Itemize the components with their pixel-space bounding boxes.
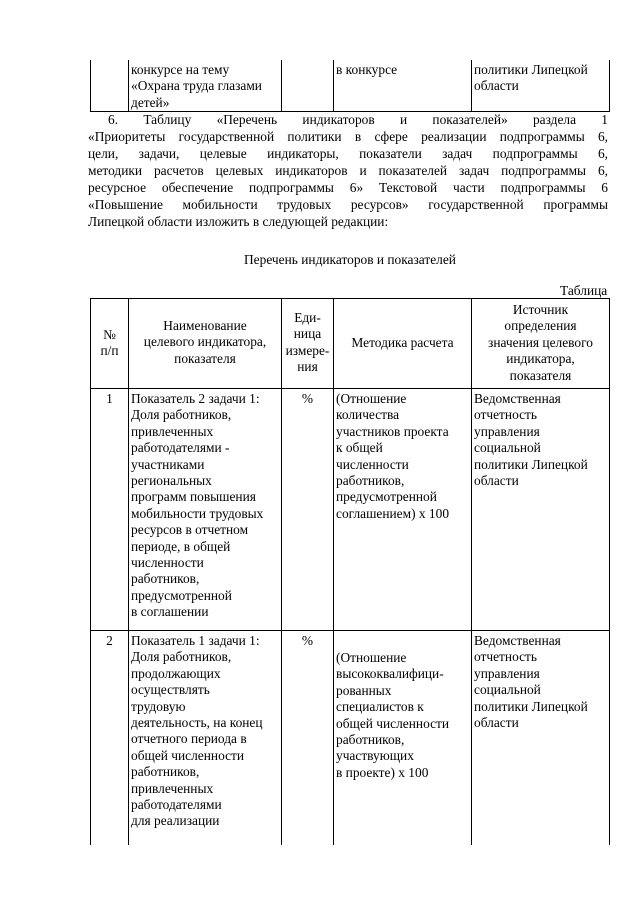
paragraph-line: ресурсное обеспечение подпрограммы 6» Текстовой части подпрограммы 6 [88,180,608,195]
table-border [90,298,91,845]
row-indicator-name: Показатель 1 задачи 1: Доля работников, продолжающих осуществлять трудовую деятельность, на конец отчетного периода в общей численности работников, привлеченных работодателями для реализации [131,633,263,829]
table-border [90,630,610,631]
table-border [609,298,610,845]
paragraph-line: методики расчетов целевых индикаторов и показателей задач подпрограммы 6, [88,163,608,178]
table-border [90,388,610,389]
table-border [90,60,91,112]
table-border [471,60,472,112]
row-unit: % [301,633,314,648]
row-num: 2 [106,633,113,648]
row-method: (Отношение количества участников проекта к общей численности работников, предусмотренной соглашением) х 100 [336,391,450,521]
table-caption: Таблица [560,283,608,298]
row-source: Ведомственная отчетность управления социальной политики Липецкой области [474,391,588,489]
row-source: Ведомственная отчетность управления социальной политики Липецкой области [474,633,588,731]
header-name: Наименование целевого индикатора, показателя [143,318,267,366]
header-method: Методика расчета [351,335,454,350]
paragraph-line: «Приоритеты государственной политики в сфере реализации подпрограммы 6, [88,129,608,144]
paragraph-line: 6. Таблицу «Перечень индикаторов и показателей» раздела 1 [108,112,608,127]
table-border [128,60,129,112]
header-source: Источник определения значения целевого индикатора, показателя [488,302,593,383]
table-border [90,298,610,299]
table-title: Перечень индикаторов и показателей [244,252,456,267]
header-unit: Еди- ница измере- ния [285,310,330,375]
header-num: № п/п [100,327,119,359]
table-border [281,60,282,112]
table-border [609,60,610,112]
row-indicator-name: Показатель 2 задачи 1: Доля работников, привлеченных работодателями - участниками региональных программ повышения мобильности трудовых ресурсов в отчетном периоде, в общей численности работников, предусмотренной в соглашении [131,391,264,620]
row-method: (Отношение высококвалифици- рованных специалистов к общей численности работников, участвующих в проекте) х 100 [336,650,450,780]
table-border [128,298,129,845]
row-num: 1 [106,391,113,406]
row-unit: % [301,391,314,406]
fragment-cell-method: в конкурсе [336,62,398,77]
paragraph-line: «Повышение мобильности трудовых ресурсов» государственной программы [88,197,608,212]
paragraph-line: Липецкой области изложить в следующей редакции: [88,214,389,229]
table-border [333,60,334,112]
fragment-cell-source: политики Липецкой области [474,62,588,94]
fragment-cell-name: конкурсе на тему «Охрана труда глазами детей» [131,62,262,110]
paragraph-line: цели, задачи, целевые индикаторы, показатели задач подпрограммы 6, [88,146,608,161]
table-border [333,298,334,845]
